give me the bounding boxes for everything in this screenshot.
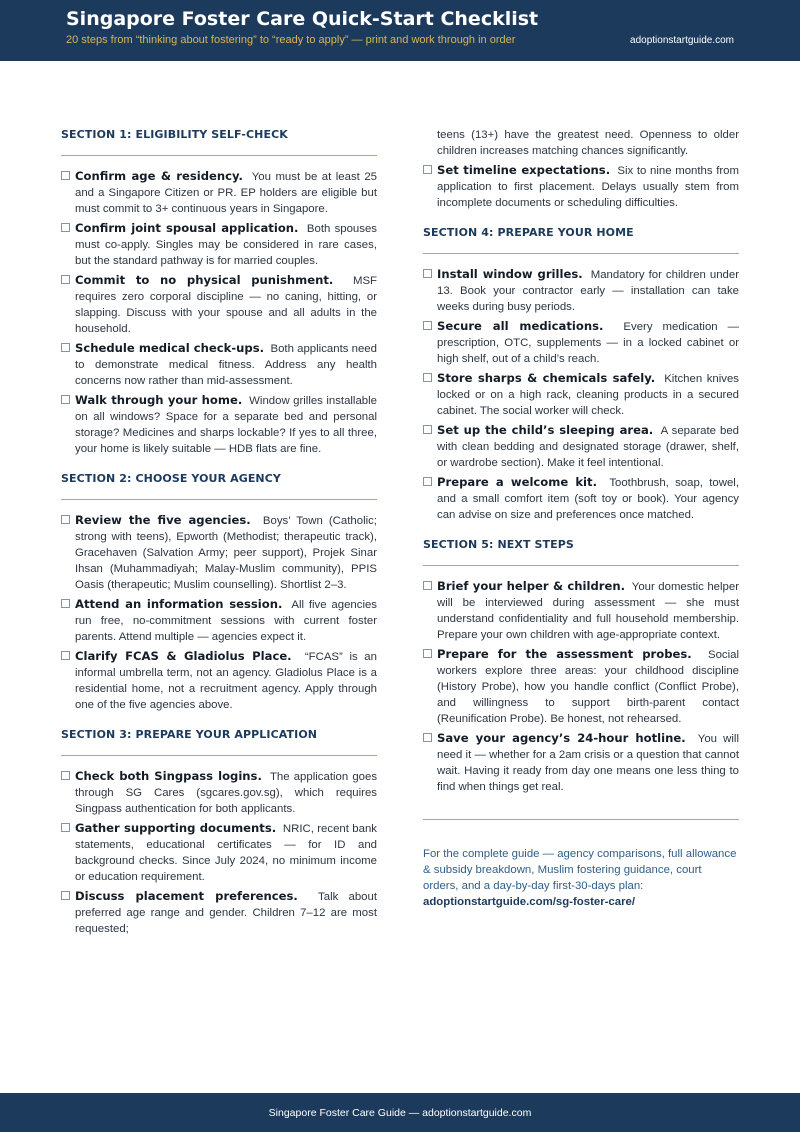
checklist-item — [61, 512, 377, 593]
item-text: Both applicants need to demonstrate medical fitness. Address any health concerns now rather than mid-assessment. — [75, 343, 377, 387]
checklist-item — [61, 392, 377, 457]
item-text-continued: teens (13+) have the greatest need. Openness to older children increases matching chances significantly. — [437, 129, 739, 157]
checkbox[interactable] — [61, 395, 70, 404]
section-application-continued — [423, 127, 739, 211]
item-text: Talk about preferred age range and gender. Children 7–12 are most requested; — [75, 891, 378, 935]
section-eligibility — [61, 127, 377, 457]
footer-text: Singapore Foster Care Guide — adoptionstartguide.com — [268, 1106, 532, 1119]
checklist-item — [423, 370, 739, 419]
section-next-steps — [423, 537, 739, 795]
item-label: Check both Singpass logins. — [75, 769, 262, 783]
item-text: A separate bed with clean bedding and designated storage (drawer, shelf, or wardrobe section). Make it feel intentional. — [437, 425, 739, 469]
item-text: The application goes through SG Cares (sgcares.gov.sg), which requires Singpass authentication for both applicants. — [75, 771, 378, 815]
page-header — [0, 0, 800, 61]
checkbox[interactable] — [61, 343, 70, 352]
item-text: Window grilles installable on all windows? Space for a separate bed and personal storage? Medicines and sharps lockable? If yes to all three, your home is likely suitable — HDB flats are fine. — [75, 395, 377, 455]
item-label: Install window grilles. — [437, 267, 583, 281]
item-text: NRIC, recent bank statements, educational certificates — for ID and background checks. Since July 2024, no minimum income or education requirement. — [75, 823, 377, 883]
item-text: Your domestic helper will be interviewed during assessment — she must understand confidentiality and full household membership. Prepare your own children with age-appropriate context. — [437, 581, 739, 641]
checklist-item — [61, 340, 377, 389]
item-text: “FCAS” is an informal umbrella term, not an agency. Gladiolus Place is a residential home, not a recruitment agency. Apply through one of the five agencies above. — [75, 651, 377, 711]
item-label: Set timeline expectations. — [437, 163, 611, 177]
item-label: Walk through your home. — [75, 393, 243, 407]
item-text: Every medication — prescription, OTC, supplements — in a locked cabinet or high shelf, out of a child’s reach. — [437, 321, 739, 365]
item-label: Confirm joint spousal application. — [75, 221, 299, 235]
item-label: Attend an information session. — [75, 597, 283, 611]
page-footer — [0, 1093, 800, 1132]
checkbox[interactable] — [423, 425, 432, 434]
checklist-item — [61, 820, 377, 885]
checklist-item — [423, 578, 739, 643]
item-label: Review the five agencies. — [75, 513, 251, 527]
item-text: All five agencies run free, no-commitment sessions with current foster parents. Attend multiple — agencies expect it. — [75, 599, 378, 643]
guide-link[interactable]: adoptionstartguide.com/sg-foster-care/ — [423, 896, 636, 908]
closing-text: For the complete guide — agency comparisons, full allowance & subsidy breakdown, Muslim fostering guidance, court orders, and a day-by-day first-30-days plan: — [423, 848, 737, 892]
item-text: You must be at least 25 and a Singapore Citizen or PR. EP holders are eligible but must commit to 3+ continuous years in Singapore. — [75, 171, 377, 215]
checkbox[interactable] — [423, 321, 432, 330]
checkbox[interactable] — [61, 771, 70, 780]
checkbox[interactable] — [423, 581, 432, 590]
item-text: Social workers explore three areas: your childhood discipline (History Probe), how you handle conflict (Conflict Probe), and willingness to support birth-parent contact (Reunification Probe). Be honest, not rehearsed. — [437, 649, 739, 725]
checklist-item — [423, 162, 739, 211]
item-text: Boys’ Town (Catholic; strong with teens), Epworth (Methodist; therapeutic track), Gracehaven (Salvation Army; peer support), Projek Sinar Ihsan (Muhammadiyah; Malay-Muslim community), PPIS Oasis (therapeutic; Muslim counselling). Shortlist 2–3. — [75, 515, 377, 591]
checklist-item — [61, 888, 377, 937]
item-text: MSF requires zero corporal discipline — no caning, hitting, or slapping. Discuss with your spouse and all adults in the household. — [75, 275, 377, 335]
checkbox[interactable] — [61, 223, 70, 232]
section-title: SECTION 2: CHOOSE YOUR AGENCY — [61, 471, 377, 500]
item-label: Prepare for the assessment probes. — [437, 647, 692, 661]
item-text: Both spouses must co-apply. Singles may be considered in rare cases, but the standard pathway is for married couples. — [75, 223, 377, 267]
item-text: Kitchen knives locked or on a high rack, cleaning products in a secured cabinet. The social worker will check. — [437, 373, 739, 417]
item-label: Schedule medical check-ups. — [75, 341, 265, 355]
item-text: Six to nine months from application to first placement. Delays usually stem from incomplete documents or scheduling difficulties. — [437, 165, 739, 209]
closing-note — [423, 846, 739, 910]
checklist-item — [61, 596, 377, 645]
checkbox[interactable] — [61, 891, 70, 900]
item-label: Set up the child’s sleeping area. — [437, 423, 654, 437]
item-label: Store sharps & chemicals safely. — [437, 371, 656, 385]
checklist-item — [423, 474, 739, 523]
checkbox[interactable] — [61, 823, 70, 832]
item-label: Clarify FCAS & Gladiolus Place. — [75, 649, 292, 663]
section-home — [423, 225, 739, 523]
checklist-item — [423, 266, 739, 315]
item-label: Brief your helper & children. — [437, 579, 626, 593]
item-text: You will need it — whether for a 2am crisis or a question that cannot wait. Having it ready from day one means one less thing to find when things get real. — [437, 733, 739, 793]
checkbox[interactable] — [423, 733, 432, 742]
checkbox[interactable] — [61, 275, 70, 284]
item-label: Gather supporting documents. — [75, 821, 277, 835]
checkbox[interactable] — [61, 171, 70, 180]
checklist-item — [423, 646, 739, 727]
checkbox[interactable] — [423, 477, 432, 486]
checklist-item — [423, 422, 739, 471]
checklist-item — [61, 648, 377, 713]
section-title: SECTION 3: PREPARE YOUR APPLICATION — [61, 727, 377, 756]
checkbox[interactable] — [423, 373, 432, 382]
item-text: Toothbrush, soap, towel, and a small comfort item (soft toy or book). Your agency can advise on size and preferences once matched. — [437, 477, 739, 521]
checkbox[interactable] — [423, 165, 432, 174]
checkbox[interactable] — [61, 651, 70, 660]
section-application — [61, 727, 377, 937]
section-title: SECTION 1: ELIGIBILITY SELF-CHECK — [61, 127, 377, 156]
checklist-item — [61, 768, 377, 817]
checkbox[interactable] — [423, 269, 432, 278]
item-label: Commit to no physical punishment. — [75, 273, 334, 287]
checkbox[interactable] — [61, 515, 70, 524]
section-title: SECTION 5: NEXT STEPS — [423, 537, 739, 566]
checklist-item — [61, 272, 377, 337]
divider — [423, 819, 739, 820]
checkbox[interactable] — [423, 649, 432, 658]
item-label: Prepare a welcome kit. — [437, 475, 597, 489]
item-label: Secure all medications. — [437, 319, 604, 333]
checklist-item — [61, 168, 377, 217]
item-text: Mandatory for children under 13. Book your contractor early — installation can take weeks during busy periods. — [437, 269, 739, 313]
item-label: Confirm age & residency. — [75, 169, 243, 183]
page-subtitle: 20 steps from “thinking about fostering” to “ready to apply” — print and work through in order — [66, 34, 516, 46]
checklist-item — [61, 220, 377, 269]
checklist-item — [423, 730, 739, 795]
section-title: SECTION 4: PREPARE YOUR HOME — [423, 225, 739, 254]
section-agency — [61, 471, 377, 713]
left-column — [61, 127, 377, 951]
item-label: Discuss placement preferences. — [75, 889, 298, 903]
checkbox[interactable] — [61, 599, 70, 608]
header-domain: adoptionstartguide.com — [630, 35, 734, 46]
page-title: Singapore Foster Care Quick-Start Checklist — [66, 8, 539, 30]
right-column — [423, 127, 739, 910]
checklist-item — [423, 318, 739, 367]
item-label: Save your agency’s 24-hour hotline. — [437, 731, 686, 745]
